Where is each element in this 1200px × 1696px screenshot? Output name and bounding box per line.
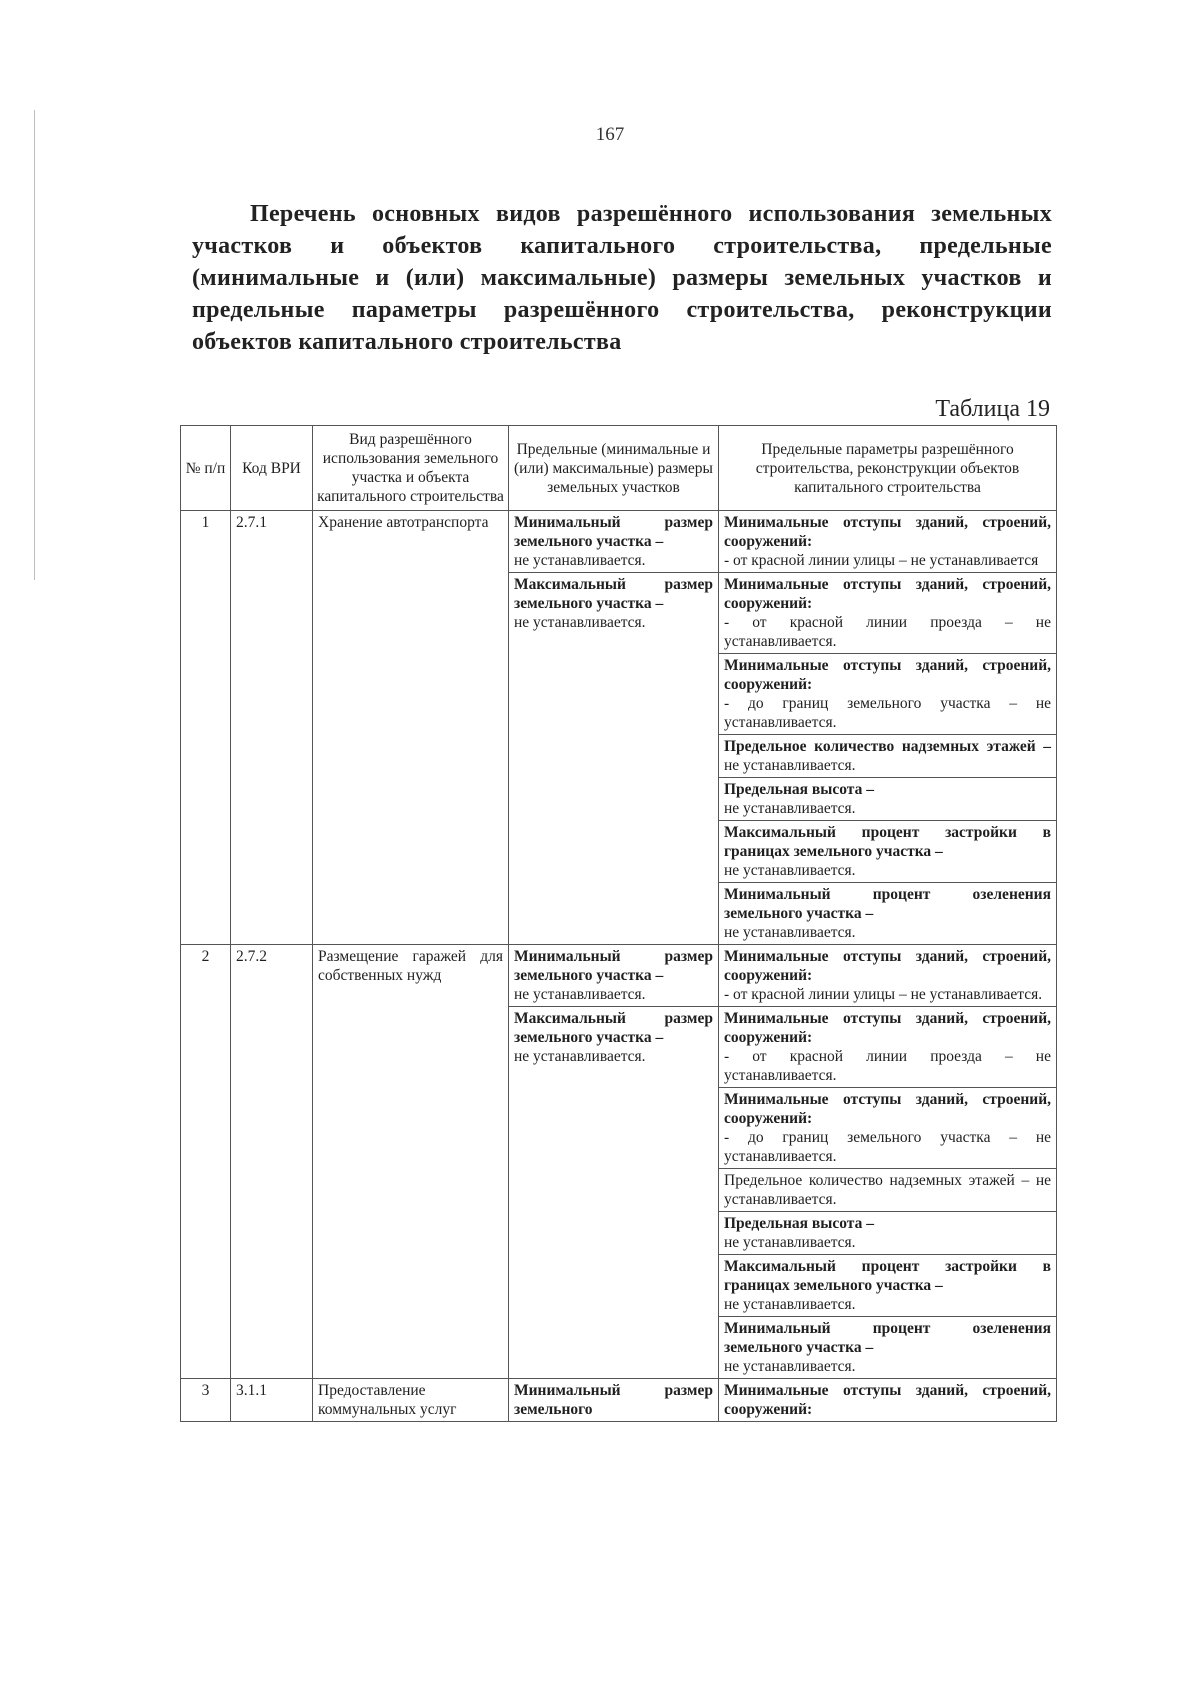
param-cell bbox=[719, 1088, 1057, 1169]
param-value: - до границ земельного участка – не устанавливается. bbox=[724, 1129, 1051, 1165]
header-type: Вид разрешённого использования земельного участка и объекта капитального строительства bbox=[313, 426, 509, 511]
size-value: не устанавливается. bbox=[514, 552, 646, 569]
param-lead: Минимальные отступы зданий, строений, сооружений: bbox=[724, 1091, 1051, 1127]
param-lead: Предельная высота – bbox=[724, 781, 874, 798]
param-lead: Предельное количество надземных этажей – bbox=[724, 1172, 1030, 1189]
param-cell bbox=[719, 1317, 1057, 1379]
param-value: не устанавливается. bbox=[724, 862, 856, 879]
param-cell bbox=[719, 1212, 1057, 1255]
size-value: не устанавливается. bbox=[514, 1048, 646, 1065]
row-code: 2.7.1 bbox=[231, 511, 313, 945]
table-row bbox=[181, 945, 1057, 1007]
param-value: - до границ земельного участка – не устанавливается. bbox=[724, 695, 1051, 731]
param-lead: Минимальные отступы зданий, строений, сооружений: bbox=[724, 948, 1051, 984]
param-value: не устанавливается. bbox=[724, 1172, 1052, 1208]
size-value: не устанавливается. bbox=[514, 986, 646, 1003]
param-lead: Минимальный процент озеленения земельного участка – bbox=[724, 1320, 1051, 1356]
param-cell bbox=[719, 1255, 1057, 1317]
param-cell bbox=[719, 654, 1057, 735]
row-code: 3.1.1 bbox=[231, 1379, 313, 1422]
param-value: не устанавливается. bbox=[724, 1358, 856, 1375]
row-code: 2.7.2 bbox=[231, 945, 313, 1379]
param-lead: Минимальные отступы зданий, строений, сооружений: bbox=[724, 1010, 1051, 1046]
document-title bbox=[192, 198, 1052, 358]
row-type: Хранение автотранспорта bbox=[313, 511, 509, 945]
regulations-table bbox=[180, 425, 1057, 1422]
param-lead: Минимальные отступы зданий, строений, сооружений: bbox=[724, 657, 1051, 693]
param-lead: Предельное количество надземных этажей – bbox=[724, 738, 1051, 755]
header-code: Код ВРИ bbox=[231, 426, 313, 511]
param-cell bbox=[719, 573, 1057, 654]
param-value: не устанавливается. bbox=[724, 1296, 856, 1313]
param-cell bbox=[719, 1007, 1057, 1088]
param-lead: Максимальный процент застройки в границах земельного участка – bbox=[724, 1258, 1051, 1294]
table-caption: Таблица 19 bbox=[935, 396, 1050, 422]
param-cell bbox=[719, 945, 1057, 1007]
size-cell bbox=[509, 1007, 719, 1379]
param-value: не устанавливается. bbox=[724, 757, 856, 774]
scan-edge-line bbox=[34, 110, 35, 580]
size-cell bbox=[509, 1379, 719, 1422]
title-text: Перечень основных видов разрешённого использования земельных участков и объектов капитального строительства, предельные (минимальные и (или) максимальные) размеры земельных участков и предельные параметры разрешённого строительства, реконструкции объектов капитального строительства bbox=[192, 201, 1052, 355]
size-lead: Максимальный размер земельного участка – bbox=[514, 576, 713, 612]
size-lead: Минимальный размер земельного участка – bbox=[514, 948, 713, 984]
row-num: 3 bbox=[181, 1379, 231, 1422]
page-number: 167 bbox=[595, 124, 625, 145]
param-lead: Предельная высота – bbox=[724, 1215, 874, 1232]
param-value: не устанавливается. bbox=[724, 924, 856, 941]
size-lead: Максимальный размер земельного участка – bbox=[514, 1010, 713, 1046]
size-cell bbox=[509, 573, 719, 945]
table-row bbox=[181, 1379, 1057, 1422]
param-lead: Минимальные отступы зданий, строений, сооружений: bbox=[724, 514, 1051, 550]
param-lead: Максимальный процент застройки в границах земельного участка – bbox=[724, 824, 1051, 860]
table-header-row bbox=[181, 426, 1057, 511]
param-cell bbox=[719, 883, 1057, 945]
row-num: 1 bbox=[181, 511, 231, 945]
row-type: Предоставление коммунальных услуг bbox=[313, 1379, 509, 1422]
param-value: - от красной линии улицы – не устанавливается. bbox=[724, 986, 1043, 1003]
param-cell bbox=[719, 735, 1057, 778]
param-value: не устанавливается. bbox=[724, 800, 856, 817]
row-type: Размещение гаражей для собственных нужд bbox=[313, 945, 509, 1379]
param-value: - от красной линии проезда – не устанавливается. bbox=[724, 1048, 1051, 1084]
header-num: № п/п bbox=[181, 426, 231, 511]
param-lead: Минимальные отступы зданий, строений, сооружений: bbox=[724, 1382, 1051, 1418]
size-value: не устанавливается. bbox=[514, 614, 646, 631]
size-lead: Минимальный размер земельного участка – bbox=[514, 514, 713, 550]
header-params: Предельные параметры разрешённого строительства, реконструкции объектов капитального строительства bbox=[719, 426, 1057, 511]
param-lead: Минимальные отступы зданий, строений, сооружений: bbox=[724, 576, 1051, 612]
param-value: - от красной линии проезда – не устанавливается. bbox=[724, 614, 1051, 650]
param-cell bbox=[719, 778, 1057, 821]
param-cell bbox=[719, 511, 1057, 573]
size-lead: Минимальный размер земельного bbox=[514, 1382, 713, 1418]
table-row bbox=[181, 511, 1057, 573]
size-cell bbox=[509, 945, 719, 1007]
header-sizes: Предельные (минимальные и (или) максимальные) размеры земельных участков bbox=[509, 426, 719, 511]
param-cell bbox=[719, 821, 1057, 883]
size-cell bbox=[509, 511, 719, 573]
param-value: - от красной линии улицы – не устанавливается bbox=[724, 552, 1039, 569]
param-lead: Минимальный процент озеленения земельного участка – bbox=[724, 886, 1051, 922]
param-value: не устанавливается. bbox=[724, 1234, 856, 1251]
param-cell bbox=[719, 1379, 1057, 1422]
param-cell bbox=[719, 1169, 1057, 1212]
row-num: 2 bbox=[181, 945, 231, 1379]
